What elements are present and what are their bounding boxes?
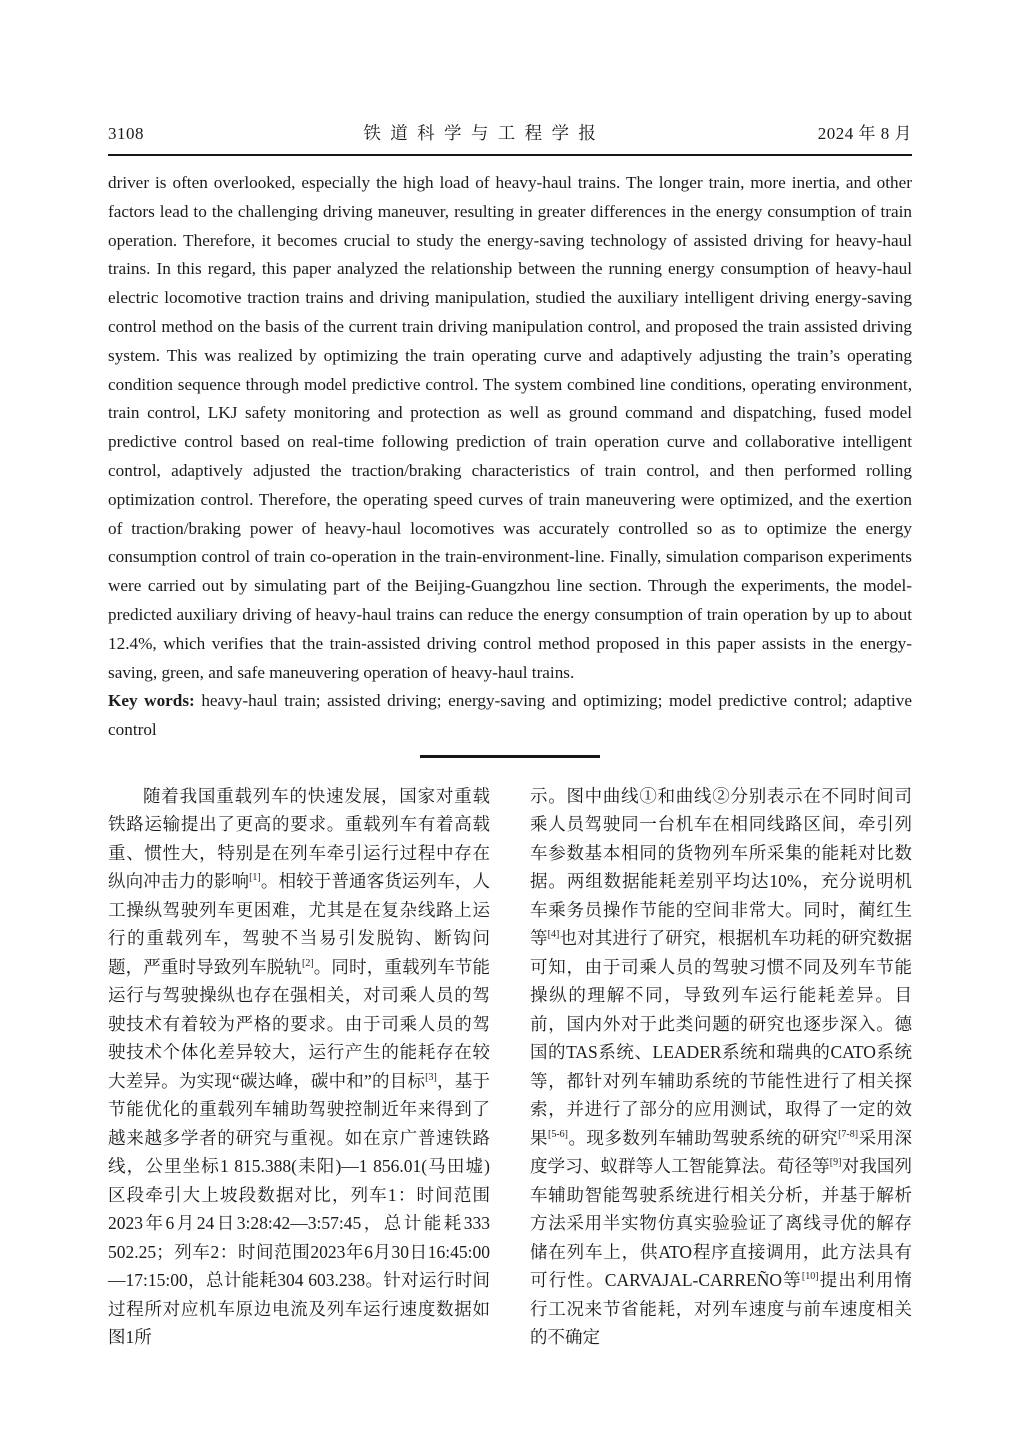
section-divider — [420, 755, 600, 758]
abstract-section — [108, 169, 912, 745]
keywords-line — [108, 687, 912, 745]
reference-marker: [1] — [249, 872, 261, 884]
abstract-continuation-text: driver is often overlooked, especially the high load of heavy-haul trains. The longer train, more inertia, and other factors lead to the challenging driving maneuver, resulting in greater differences in the energy consumption of train operation. Therefore, it becomes crucial to study the energy-saving technology of assisted driving for heavy-haul trains. In this regard, this paper analyzed the relationship between the running energy consumption of heavy-haul electric locomotive traction trains and driving manipulation, studied the auxiliary intelligent driving energy-saving control method on the basis of the current train driving manipulation control, and proposed the train assisted driving system. This was realized by optimizing the train operating curve and adaptively adjusting the train’s operating condition sequence through model predictive control. The system combined line conditions, operating environment, train control, LKJ safety monitoring and protection as well as ground command and dispatching, fused model predictive control based on real-time following prediction of train operation curve and collaborative intelligent control, adaptively adjusted the traction/braking characteristics of train control, and then performed rolling optimization control. Therefore, the operating speed curves of train maneuvering were optimized, and the exertion of traction/braking power of heavy-haul locomotives was accurately controlled so as to optimize the energy consumption control of train co-operation in the train-environment-line. Finally, simulation comparison experiments were carried out by simulating part of the Beijing-Guangzhou line section. Through the experiments, the model-predicted auxiliary driving of heavy-haul trains can reduce the energy consumption of train operation by up to about 12.4%, which verifies that the train-assisted driving control method proposed in this paper assists in the energy-saving, green, and safe maneuvering operation of heavy-haul trains. — [108, 173, 912, 682]
page-header — [108, 119, 912, 156]
journal-title: 铁 道 科 学 与 工 程 学 报 — [363, 123, 599, 143]
reference-marker: [2] — [301, 958, 314, 970]
body-columns — [108, 782, 912, 1352]
issue-date: 2024 年 8 月 — [817, 124, 912, 143]
left-column-text: 随着我国重载列车的快速发展，国家对重载铁路运输提出了更高的要求。重载列车有着高载重、惯性大，特别是在列车牵引运行过程中存在纵向冲击力的影响[1]。相较于普通客货运列车，人工操纵驾驶列车更困难，尤其是在复杂线路上运行的重载列车，驾驶不当易引发脱钩、断钩问题，严重时导致列车脱轨[2]。同时，重载列车节能运行与驾驶操纵也存在强相关，对司乘人员的驾驶技术有着较为严格的要求。由于司乘人员的驾驶技术个体化差异较大，运行产生的能耗存在较大差异。为实现“碳达峰，碳中和”的目标[3]，基于节能优化的重载列车辅助驾驶控制近年来得到了越来越多学者的研究与重视。如在京广普速铁路线，公里坐标1 815.388(耒阳)—1 856.01(马田墟)区段牵引大上坡段数据对比，列车1：时间范围2023年6月24日3:28:42—3:57:45，总计能耗333 502.25；列车2：时间范围2023年6月30日16:45:00—17:15:00，总计能耗304 603.238。针对运行时间过程所对应机车原边电流及列车运行速度数据如图1所 — [108, 785, 491, 1348]
keywords-text: heavy-haul train; assisted driving; energy-saving and optimizing; model predictive control; adaptive control — [108, 691, 912, 740]
reference-marker: [3] — [425, 1072, 437, 1084]
reference-marker: [7-8] — [838, 1129, 859, 1141]
reference-marker: [10] — [801, 1271, 819, 1283]
reference-marker: [9] — [829, 1157, 842, 1169]
page-number: 3108 — [108, 124, 144, 143]
reference-marker: [4] — [547, 929, 560, 941]
keywords-label: Key words: — [108, 691, 195, 711]
right-column-text: 示。图中曲线①和曲线②分别表示在不同时间司乘人员驾驶同一台机车在相同线路区间，牵引列车参数基本相同的货物列车所采集的能耗对比数据。两组数据能耗差别平均达10%，充分说明机车乘务员操作节能的空间非常大。同时，蔺红生等[4]也对其进行了研究，根据机车功耗的研究数据可知，由于司乘人员的驾驶习惯不同及列车节能操纵的理解不同，导致列车运行能耗差异。目前，国内外对于此类问题的研究也逐步深入。德国的TAS系统、LEADER系统和瑞典的CATO系统等，都针对列车辅助系统的节能性进行了相关探索，并进行了部分的应用测试，取得了一定的效果[5-6]。现多数列车辅助驾驶系统的研究[7-8]采用深度学习、蚁群等人工智能算法。荀径等[9]对我国列车辅助智能驾驶系统进行相关分析，并基于解析方法采用半实物仿真实验验证了离线寻优的解存储在列车上，供ATO程序直接调用，此方法具有可行性。CARVAJAL-CARREÑO等[10]提出利用惰行工况来节省能耗，对列车速度与前车速度相关的不确定 — [530, 785, 913, 1348]
reference-marker: [5-6] — [547, 1129, 568, 1141]
